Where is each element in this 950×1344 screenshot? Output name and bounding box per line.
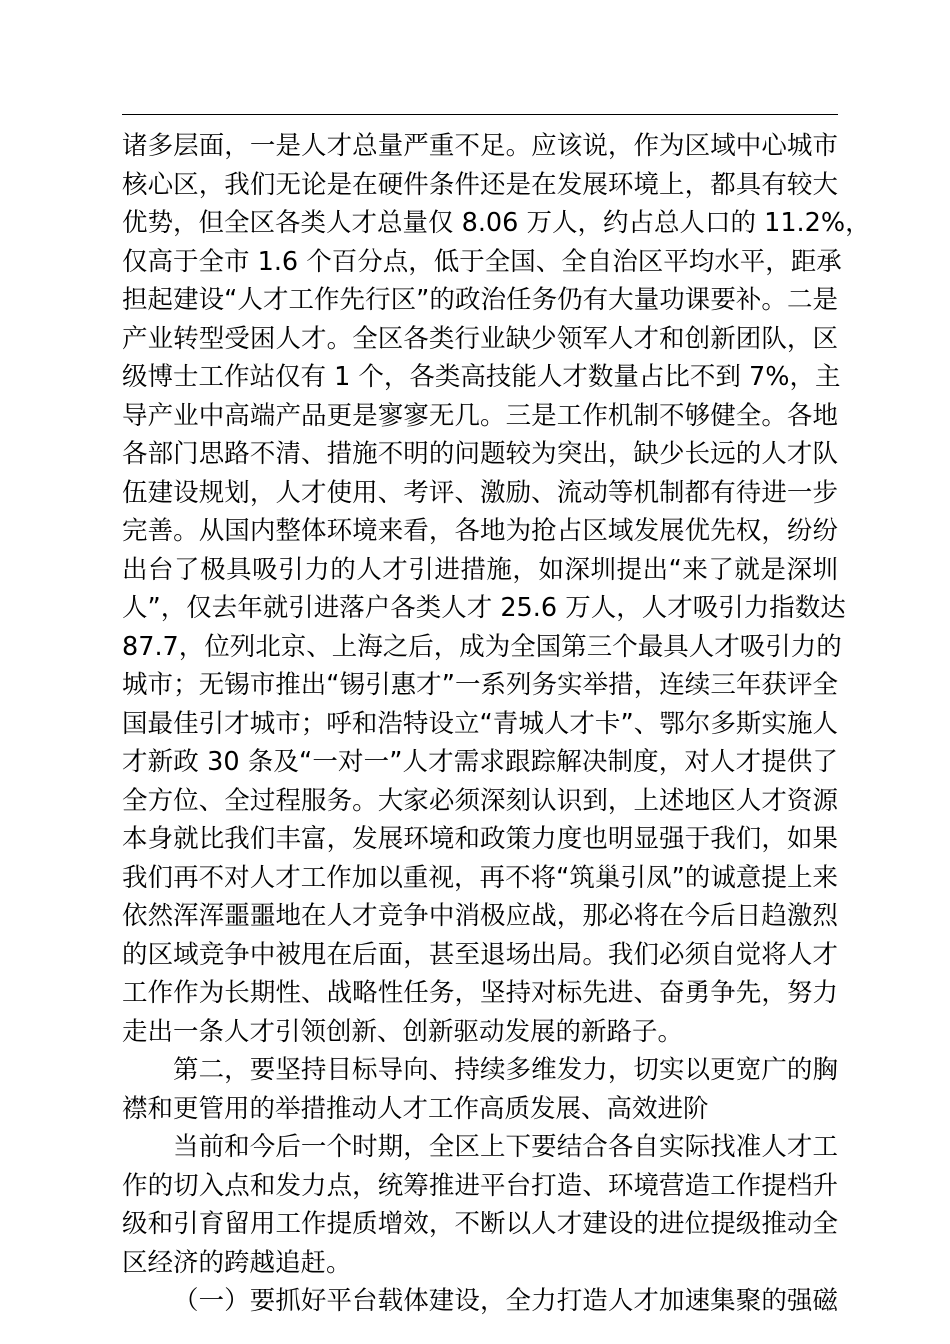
text-line: 依然浑浑噩噩地在人才竞争中消极应战，那必将在今后日趋激烈 bbox=[122, 901, 838, 931]
text-line: 伍建设规划，人才使用、考评、激励、流动等机制都有待进一步 bbox=[122, 477, 838, 508]
text-line: 87.7，位列北京、上海之后，成为全国第三个最具人才吸引力的 bbox=[122, 631, 842, 662]
text-line: 全方位、全过程服务。大家必须深刻认识到，上述地区人才资源 bbox=[122, 785, 838, 816]
section-heading-second bbox=[122, 1051, 838, 1128]
text-line: 的区域竞争中被甩在后面，甚至退场出局。我们必须自觉将人才 bbox=[122, 939, 838, 970]
text-line: 才新政 30 条及“一对一”人才需求跟踪解决制度，对人才提供了 bbox=[122, 747, 838, 777]
text-line: 完善。从国内整体环境来看，各地为抢占区域发展优先权，纷纷 bbox=[122, 516, 838, 546]
text-line: 人”，仅去年就引进落户各类人才 25.6 万人，人才吸引力指数达 bbox=[122, 593, 846, 623]
text-line: 诸多层面，一是人才总量严重不足。应该说，作为区域中心城市 bbox=[122, 131, 838, 161]
text-line: 级和引育留用工作提质增效，不断以人才建设的进位提级推动全 bbox=[122, 1209, 838, 1239]
text-line: 级博士工作站仅有 1 个，各类高技能人才数量占比不到 7%，主 bbox=[122, 362, 841, 392]
text-line: 各部门思路不清、措施不明的问题较为突出，缺少长远的人才队 bbox=[122, 439, 838, 469]
text-line: 导产业中高端产品更是寥寥无几。三是工作机制不够健全。各地 bbox=[122, 400, 838, 431]
text-line: 出台了极具吸引力的人才引进措施，如深圳提出“来了就是深圳 bbox=[122, 554, 838, 585]
heading-line: 第二，要坚持目标导向、持续多维发力，切实以更宽广的胸 bbox=[173, 1055, 838, 1085]
header-rule bbox=[122, 114, 838, 115]
text-line: 我们再不对人才工作加以重视，再不将“筑巢引凤”的诚意提上来 bbox=[122, 862, 838, 893]
text-line: 工作作为长期性、战略性任务，坚持对标先进、奋勇争先，努力 bbox=[122, 978, 838, 1008]
text-line: 核心区，我们无论是在硬件条件还是在发展环境上，都具有较大 bbox=[122, 169, 838, 200]
text-line: 仅高于全市 1.6 个百分点，低于全国、全自治区平均水平，距承 bbox=[122, 246, 842, 277]
text-line: 走出一条人才引领创新、创新驱动发展的新路子。 bbox=[122, 1016, 684, 1047]
page-body bbox=[122, 127, 871, 1321]
text-line: 优势，但全区各类人才总量仅 8.06 万人，约占总人口的 11.2%， bbox=[122, 208, 871, 238]
text-line: 当前和今后一个时期，全区上下要结合各自实际找准人才工 bbox=[173, 1132, 838, 1162]
paragraph-current-period bbox=[122, 1128, 838, 1282]
text-line: 国最佳引才城市；呼和浩特设立“青城人才卡”、鄂尔多斯实施人 bbox=[122, 708, 838, 739]
text-line: 产业转型受困人才。全区各类行业缺少领军人才和创新团队，区 bbox=[122, 323, 838, 354]
text-line: 担起建设“人才工作先行区”的政治任务仍有大量功课要补。二是 bbox=[122, 285, 838, 315]
text-line: 城市；无锡市推出“锡引惠才”一系列务实举措，连续三年获评全 bbox=[122, 670, 838, 700]
text-line: 本身就比我们丰富，发展环境和政策力度也明显强于我们，如果 bbox=[122, 824, 838, 854]
heading-line: （一）要抓好平台载体建设，全力打造人才加速集聚的强磁 bbox=[173, 1286, 838, 1316]
heading-line: 襟和更管用的举措推动人才工作高质发展、高效进阶 bbox=[122, 1093, 709, 1124]
paragraph-talent-situation bbox=[122, 127, 871, 1051]
text-line: 区经济的跨越追赶。 bbox=[122, 1247, 352, 1278]
text-line: 作的切入点和发力点，统筹推进平台打造、环境营造工作提档升 bbox=[122, 1170, 838, 1201]
subsection-heading-one bbox=[122, 1282, 838, 1321]
